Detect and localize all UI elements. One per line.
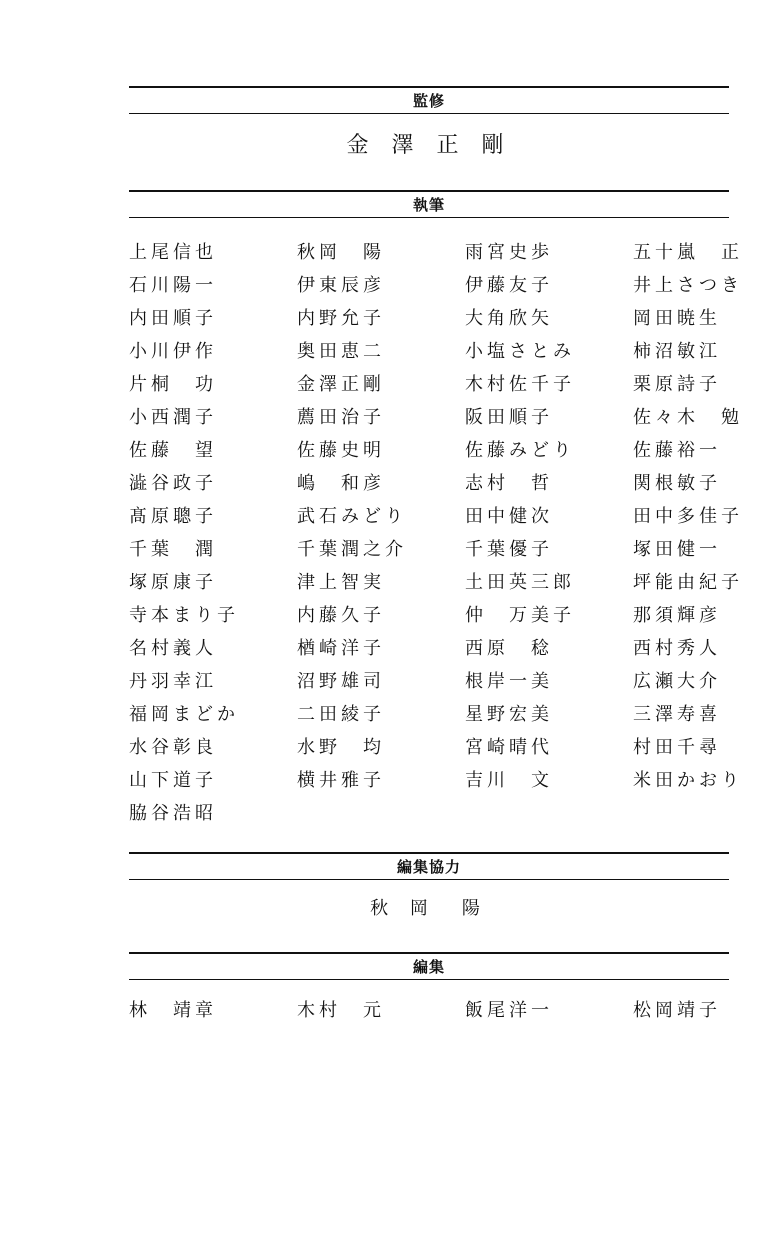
author-name: 水野 均	[297, 737, 385, 758]
author-name: 二田綾子	[297, 704, 385, 725]
author-name: 千葉 潤	[129, 539, 217, 560]
author-name: 福岡まどか	[129, 704, 239, 725]
editor-name: 松岡靖子	[633, 1000, 721, 1021]
author-name: 柿沼敏江	[633, 341, 721, 362]
author-name: 佐藤裕一	[633, 440, 721, 461]
author-name: 伊東辰彦	[297, 275, 385, 296]
author-name: 小塩さとみ	[465, 341, 575, 362]
author-name: 内藤久子	[297, 605, 385, 626]
author-name: 大角欣矢	[465, 308, 553, 329]
author-name: 吉川 文	[465, 770, 553, 791]
authors-heading-bar	[129, 190, 729, 218]
author-name: 土田英三郎	[465, 572, 575, 593]
author-name: 津上智実	[297, 572, 385, 593]
author-name: 髙原聰子	[129, 506, 217, 527]
author-name: 楢崎洋子	[297, 638, 385, 659]
author-name: 薦田治子	[297, 407, 385, 428]
author-name: 米田かおり	[633, 770, 743, 791]
author-name: 佐藤 望	[129, 440, 217, 461]
editor-name: 木村 元	[297, 1000, 385, 1021]
author-name: 西村秀人	[633, 638, 721, 659]
credits-page	[129, 86, 743, 1027]
author-name: 村田千尋	[633, 737, 721, 758]
editor-name: 林 靖章	[129, 1000, 217, 1021]
author-name: 関根敏子	[633, 473, 721, 494]
author-name: 寺本まり子	[129, 605, 239, 626]
author-name: 沼野雄司	[297, 671, 385, 692]
author-name: 雨宮史歩	[465, 242, 553, 263]
author-name: 金澤正剛	[297, 374, 385, 395]
author-name: 内野允子	[297, 308, 385, 329]
author-name: 宮崎晴代	[465, 737, 553, 758]
author-name: 広瀬大介	[633, 671, 721, 692]
author-name: 千葉優子	[465, 539, 553, 560]
editors-heading: 編集	[412, 958, 445, 976]
author-name: 五十嵐 正	[633, 242, 743, 263]
editor-name: 飯尾洋一	[465, 1000, 553, 1021]
author-name: 坪能由紀子	[633, 572, 743, 593]
author-name: 小川伊作	[129, 341, 217, 362]
author-name: 田中多佳子	[633, 506, 743, 527]
author-name: 千葉潤之介	[297, 539, 407, 560]
author-name: 横井雅子	[297, 770, 385, 791]
author-name: 根岸一美	[465, 671, 553, 692]
editorial-cooperation-name: 秋 岡 陽	[370, 898, 488, 919]
author-name: 上尾信也	[129, 242, 217, 263]
author-name: 塚田健一	[633, 539, 721, 560]
author-name: 志村 哲	[465, 473, 553, 494]
author-name: 山下道子	[129, 770, 217, 791]
editors-heading-bar	[129, 952, 729, 980]
author-name: 那須輝彦	[633, 605, 721, 626]
author-name: 石川陽一	[129, 275, 217, 296]
editors-list	[129, 994, 729, 1027]
author-name: 名村義人	[129, 638, 217, 659]
author-name: 佐藤史明	[297, 440, 385, 461]
author-name: 田中健次	[465, 506, 553, 527]
author-name: 澁谷政子	[129, 473, 217, 494]
author-name: 岡田暁生	[633, 308, 721, 329]
author-name: 秋岡 陽	[297, 242, 385, 263]
editorial-cooperation-heading-bar	[129, 852, 729, 880]
author-name: 内田順子	[129, 308, 217, 329]
author-name: 片桐 功	[129, 374, 217, 395]
author-name: 佐藤みどり	[465, 440, 575, 461]
author-name: 奥田恵二	[297, 341, 385, 362]
authors-heading: 執筆	[412, 196, 445, 214]
author-name: 嶋 和彦	[297, 473, 385, 494]
author-name: 阪田順子	[465, 407, 553, 428]
author-name: 水谷彰良	[129, 737, 217, 758]
author-name: 小西潤子	[129, 407, 217, 428]
author-name: 塚原康子	[129, 572, 217, 593]
author-name: 仲 万美子	[465, 605, 575, 626]
editorial-cooperation-heading: 編集協力	[396, 858, 461, 876]
author-name: 星野宏美	[465, 704, 553, 725]
author-name: 武石みどり	[297, 506, 407, 527]
supervisor-name: 金 澤 正 剛	[346, 133, 512, 158]
supervision-heading: 監修	[412, 92, 445, 110]
author-name: 三澤寿喜	[633, 704, 721, 725]
author-name: 丹羽幸江	[129, 671, 217, 692]
supervision-heading-bar	[129, 86, 729, 114]
author-name: 脇谷浩昭	[129, 803, 217, 824]
author-name: 西原 稔	[465, 638, 553, 659]
author-name: 伊藤友子	[465, 275, 553, 296]
author-name: 井上さつき	[633, 275, 743, 296]
author-name: 栗原詩子	[633, 374, 721, 395]
author-name: 佐々木 勉	[633, 407, 743, 428]
author-name: 木村佐千子	[465, 374, 575, 395]
authors-list	[129, 236, 743, 830]
